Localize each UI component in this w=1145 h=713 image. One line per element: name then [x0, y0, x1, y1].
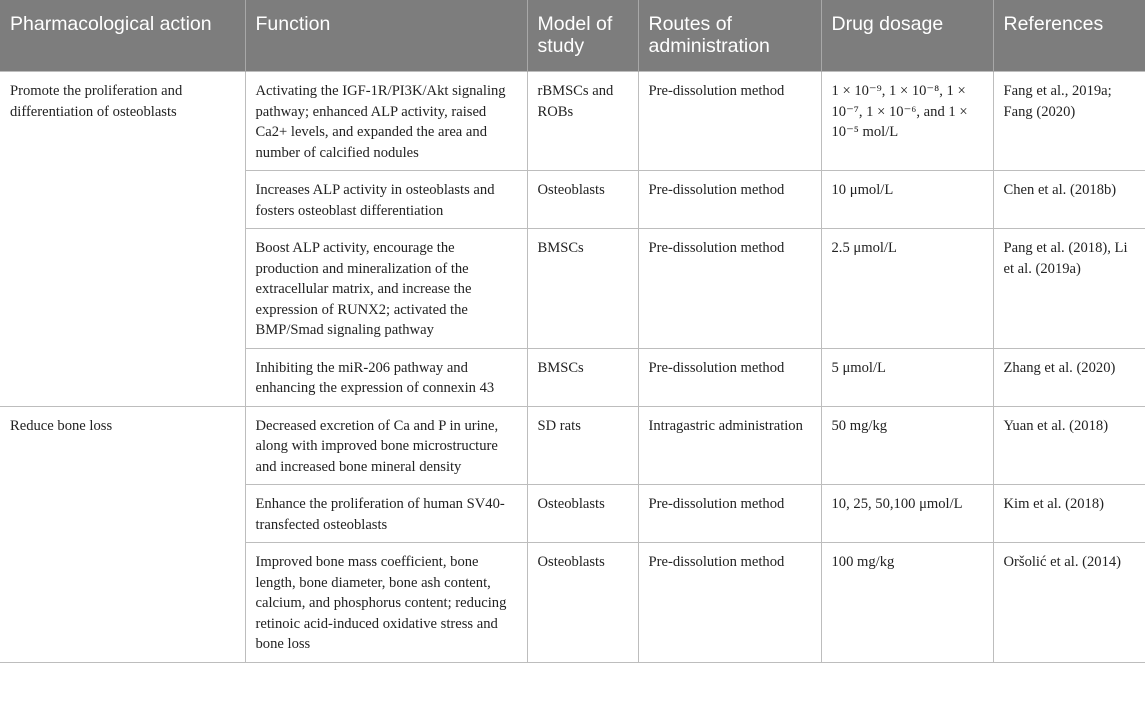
references-cell: Kim et al. (2018) [993, 485, 1145, 543]
route-cell: Pre-dissolution method [638, 543, 821, 663]
model-cell: rBMSCs and ROBs [527, 72, 638, 171]
model-cell: Osteoblasts [527, 171, 638, 229]
header-routes-of-administration: Routes of administration [638, 0, 821, 72]
references-cell: Pang et al. (2018), Li et al. (2019a) [993, 229, 1145, 349]
function-cell: Inhibiting the miR-206 pathway and enhancing the expression of connexin 43 [245, 348, 527, 406]
function-cell: Decreased excretion of Ca and P in urine, along with improved bone microstructure and increased bone mineral density [245, 406, 527, 485]
function-cell: Activating the IGF-1R/PI3K/Akt signaling pathway; enhanced ALP activity, raised Ca2+ levels, and expanded the area and number of calcified nodules [245, 72, 527, 171]
dosage-cell: 10 μmol/L [821, 171, 993, 229]
header-function: Function [245, 0, 527, 72]
dosage-cell: 2.5 μmol/L [821, 229, 993, 349]
function-cell: Improved bone mass coefficient, bone length, bone diameter, bone ash content, calcium, and phosphorus content; reducing retinoic acid-induced oxidative stress and bone loss [245, 543, 527, 663]
model-cell: SD rats [527, 406, 638, 485]
dosage-cell: 1 × 10⁻⁹, 1 × 10⁻⁸, 1 × 10⁻⁷, 1 × 10⁻⁶, and 1 × 10⁻⁵ mol/L [821, 72, 993, 171]
references-cell: Zhang et al. (2020) [993, 348, 1145, 406]
route-cell: Pre-dissolution method [638, 72, 821, 171]
model-cell: Osteoblasts [527, 543, 638, 663]
function-cell: Boost ALP activity, encourage the production and mineralization of the extracellular matrix, and increase the expression of RUNX2; activated the BMP/Smad signaling pathway [245, 229, 527, 349]
dosage-cell: 10, 25, 50,100 μmol/L [821, 485, 993, 543]
model-cell: BMSCs [527, 348, 638, 406]
dosage-cell: 5 μmol/L [821, 348, 993, 406]
route-cell: Pre-dissolution method [638, 348, 821, 406]
table-row [0, 406, 1145, 485]
references-cell: Yuan et al. (2018) [993, 406, 1145, 485]
references-cell: Chen et al. (2018b) [993, 171, 1145, 229]
function-cell: Enhance the proliferation of human SV40-transfected osteoblasts [245, 485, 527, 543]
route-cell: Pre-dissolution method [638, 485, 821, 543]
model-cell: Osteoblasts [527, 485, 638, 543]
route-cell: Pre-dissolution method [638, 229, 821, 349]
header-row [0, 0, 1145, 72]
references-cell: Fang et al., 2019a; Fang (2020) [993, 72, 1145, 171]
model-cell: BMSCs [527, 229, 638, 349]
function-cell: Increases ALP activity in osteoblasts and fosters osteoblast differentiation [245, 171, 527, 229]
dosage-cell: 50 mg/kg [821, 406, 993, 485]
table-row [0, 72, 1145, 171]
pharmacological-action-cell: Reduce bone loss [0, 406, 245, 662]
header-pharmacological-action: Pharmacological action [0, 0, 245, 72]
header-references: References [993, 0, 1145, 72]
pharmacological-action-cell: Promote the proliferation and differentiation of osteoblasts [0, 72, 245, 407]
header-drug-dosage: Drug dosage [821, 0, 993, 72]
route-cell: Intragastric administration [638, 406, 821, 485]
dosage-cell: 100 mg/kg [821, 543, 993, 663]
route-cell: Pre-dissolution method [638, 171, 821, 229]
header-model-of-study: Model of study [527, 0, 638, 72]
references-cell: Oršolić et al. (2014) [993, 543, 1145, 663]
